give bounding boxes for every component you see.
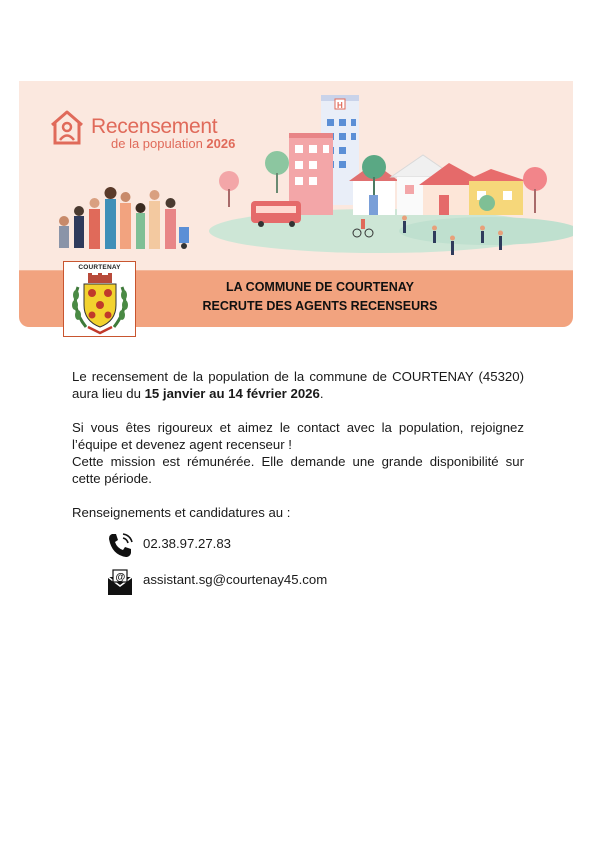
- envelope-icon: [106, 567, 134, 597]
- contact-intro: Renseignements et candidatures au :: [72, 505, 291, 520]
- phone-icon: [106, 531, 134, 559]
- headline-line-1: LA COMMUNE DE COURTENAY: [226, 280, 414, 294]
- email-address[interactable]: assistant.sg@courtenay45.com: [143, 572, 328, 587]
- town-crest: [63, 261, 136, 337]
- recensement-logo-icon: [49, 109, 85, 149]
- coat-of-arms-icon: [68, 271, 132, 335]
- announcement-body: [72, 368, 524, 521]
- svg-text:@: @: [115, 572, 126, 583]
- town-illustration: [19, 81, 573, 271]
- intro-paragraph: Le recensement de la population de la commune de COURTENAY (45320) aura lieu du 15 janvier au 14 février 2026.: [72, 369, 524, 401]
- invitation-paragraph: Si vous êtes rigoureux et aimez le contact avec la population, rejoignez l’équipe et devenez agent recenseur !: [72, 420, 524, 452]
- logo-subtitle: de la population 2026: [111, 136, 236, 151]
- logo-title: Recensement: [91, 115, 218, 138]
- header-banner: [19, 81, 573, 271]
- headline: [130, 278, 510, 316]
- svg-text:H: H: [337, 101, 343, 110]
- census-dates: 15 janvier au 14 février 2026: [144, 386, 320, 401]
- crest-label: COURTENAY: [78, 264, 121, 271]
- phone-number[interactable]: 02.38.97.27.83: [143, 536, 231, 551]
- headline-line-2: RECRUTE DES AGENTS RECENSEURS: [202, 299, 438, 313]
- mission-paragraph: Cette mission est rémunérée. Elle demande une grande disponibilité sur cette période.: [72, 454, 524, 486]
